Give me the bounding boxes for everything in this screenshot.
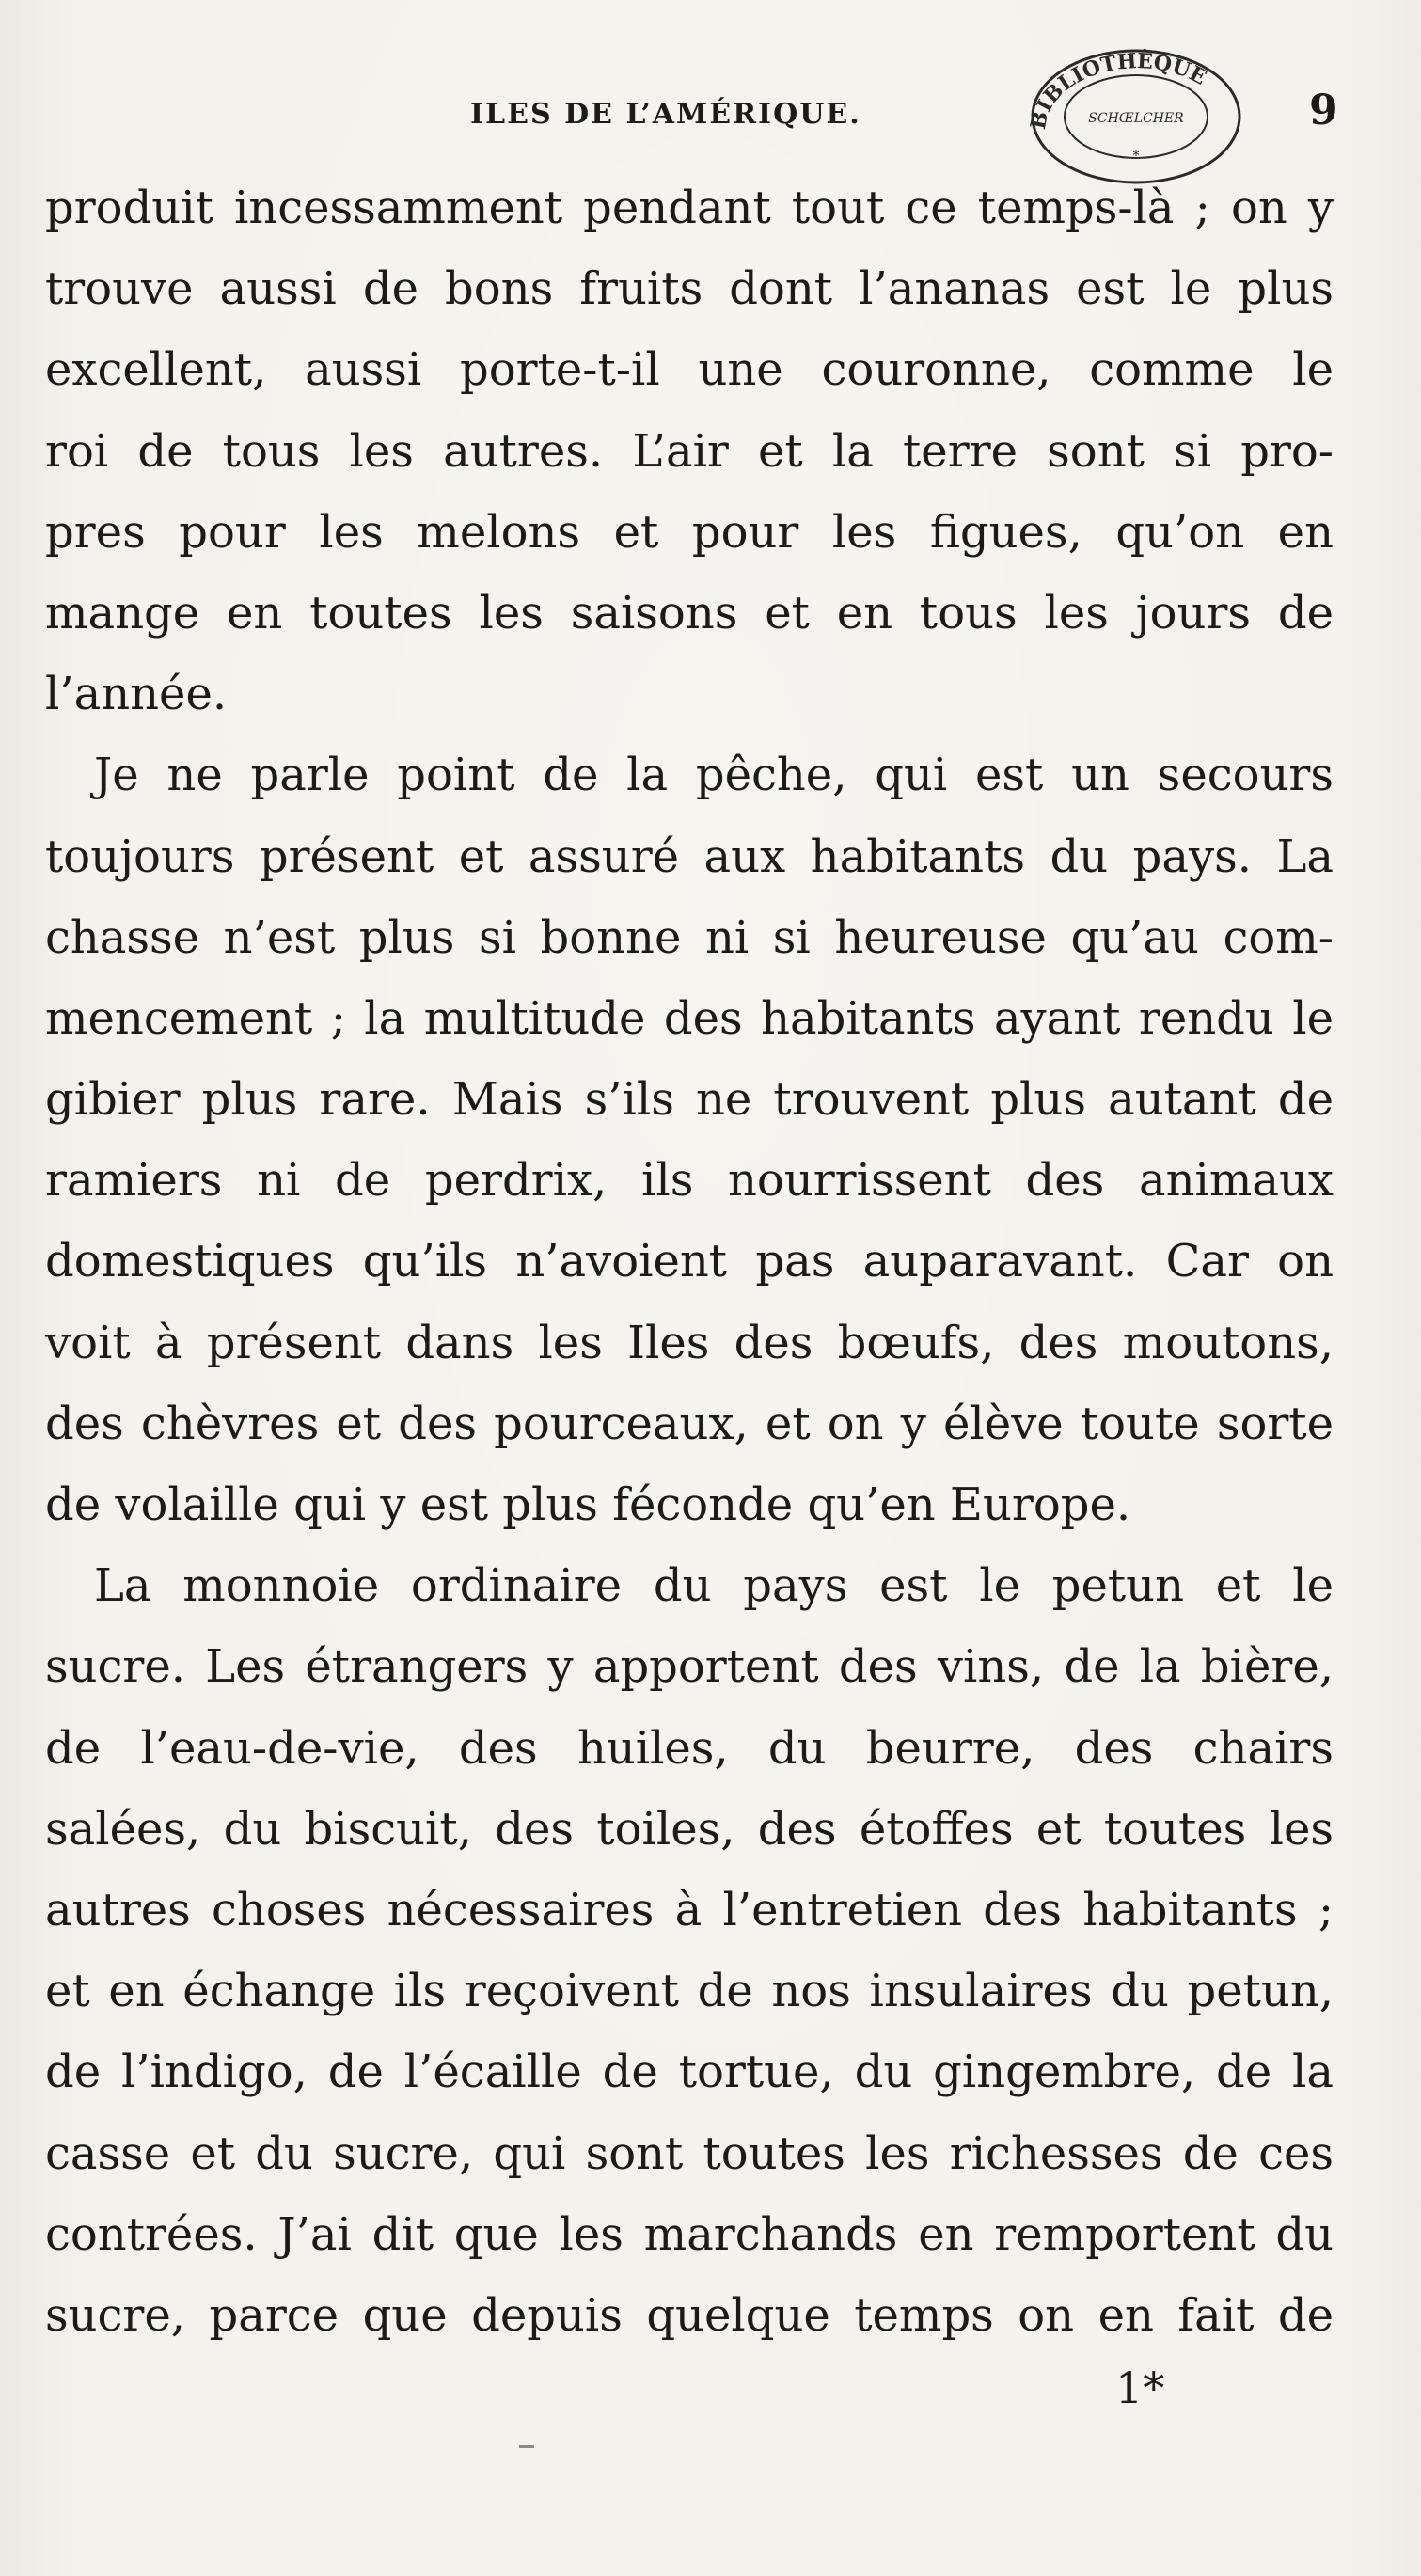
signature-mark: 1* [1115, 2363, 1165, 2413]
text-line: et en échange ils reçoivent de nos insulaires du petun, [45, 1965, 1334, 2018]
text-line: mange en toutes les saisons et en tous les jours de [45, 586, 1334, 640]
text-line: autres choses nécessaires à l’entretien des habitants ; [45, 1883, 1334, 1936]
text-line: l’année. [45, 668, 228, 721]
text-line: gibier plus rare. Mais s’ils ne trouvent plus autant de [45, 1073, 1334, 1127]
text-line: roi de tous les autres. L’air et la terre sont si pro- [45, 424, 1334, 478]
text-line: de volaille qui y est plus féconde qu’en Europe. [45, 1478, 1131, 1531]
svg-text:*: * [1132, 149, 1140, 164]
text-line: salées, du biscuit, des toiles, des étoffes et toutes les [45, 1802, 1334, 1856]
text-line: excellent, aussi porte-t-il une couronne, comme le [45, 343, 1334, 397]
stamp-top-text: BIBLIOTHÈQUE [1025, 48, 1211, 132]
body-text [45, 167, 1334, 2356]
text-line: de l’eau-de-vie, des huiles, du beurre, des chairs [45, 1721, 1334, 1775]
bottom-dash-mark [519, 2445, 534, 2448]
text-line: ramiers ni de perdrix, ils nourrissent des animaux [45, 1154, 1334, 1208]
text-line: mencement ; la multitude des habitants ayant rendu le [45, 991, 1334, 1045]
text-line: produit incessamment pendant tout ce temps-là ; on y [45, 182, 1334, 234]
text-line: contrées. J’ai dit que les marchands en remportent du [45, 2207, 1334, 2261]
text-line: pres pour les melons et pour les figues, qu’on en [45, 505, 1334, 559]
text-line: domestiques qu’ils n’avoient pas auparavant. Car on [45, 1235, 1334, 1288]
text-line: La monnoie ordinaire du pays est le petun et le [94, 1559, 1334, 1613]
text-line: chasse n’est plus si bonne ni si heureuse qu’au com- [45, 910, 1334, 964]
text-line: de l’indigo, de l’écaille de tortue, du gingembre, de la [45, 2046, 1334, 2099]
text-line: des chèvres et des pourceaux, et on y élève toute sorte [45, 1397, 1334, 1450]
text-line: sucre. Les étrangers y apportent des vins, de la bière, [45, 1640, 1334, 1694]
text-line: casse et du sucre, qui sont toutes les richesses de ces [45, 2126, 1334, 2180]
text-line: trouve aussi de bons fruits dont l’ananas est le plus [45, 262, 1334, 316]
running-header: ILES DE L’AMÉRIQUE. [470, 98, 861, 131]
text-line: sucre, parce que depuis quelque temps on en fait de [45, 2288, 1334, 2342]
text-line: voit à présent dans les Iles des bœufs, des moutons, [45, 1316, 1334, 1369]
stamp-center-text: SCHŒLCHER [1088, 111, 1184, 126]
page-number: 9 [1309, 87, 1338, 134]
text-line: toujours présent et assuré aux habitants du pays. La [45, 830, 1334, 883]
text-line: Je ne parle point de la pêche, qui est un secours [94, 749, 1334, 802]
